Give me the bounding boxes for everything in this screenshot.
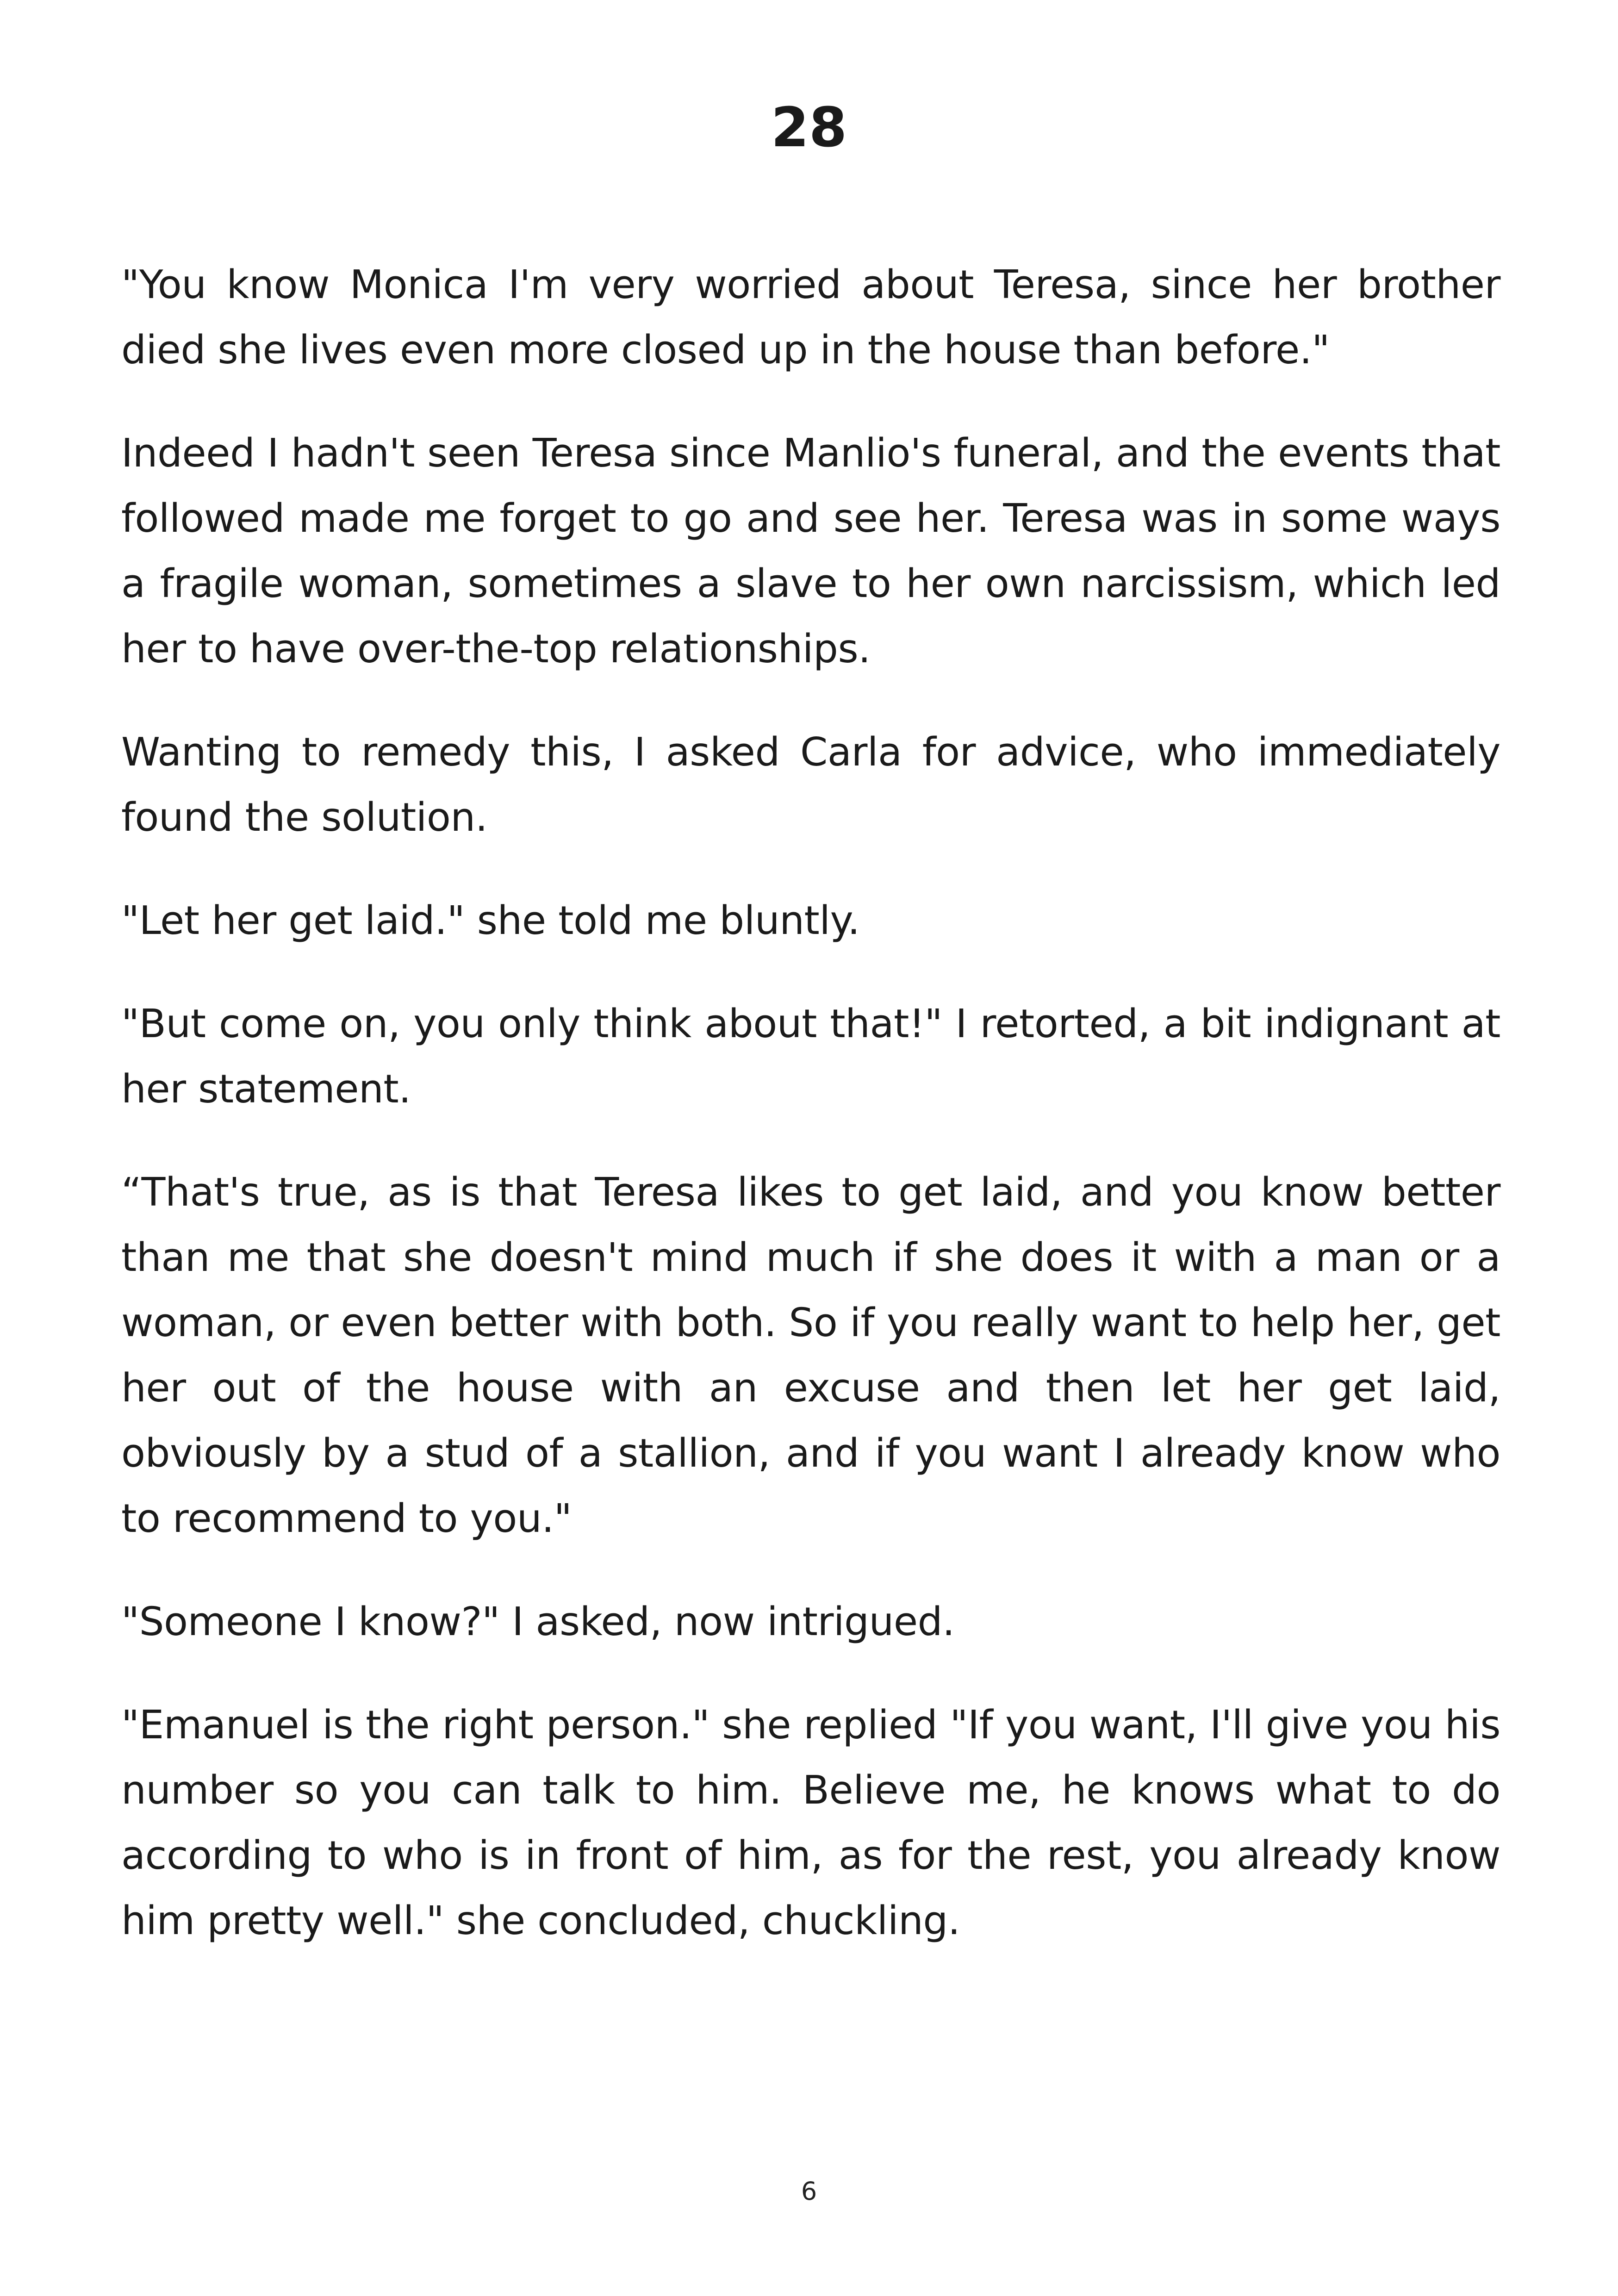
chapter-body bbox=[121, 252, 1500, 1991]
chapter-title: 28 bbox=[771, 95, 847, 159]
paragraph: "Let her get laid." she told me bluntly. bbox=[121, 898, 860, 944]
paragraph: Indeed I hadn't seen Teresa since Manlio's funeral, and the events that followed made me forget to go and see her. Teresa was in some ways a fragile woman, sometimes a slave to her own narcissism, which led her to have over-the-top relationships. bbox=[121, 430, 1500, 672]
page-number: 6 bbox=[801, 2177, 817, 2206]
paragraph: "Someone I know?" I asked, now intrigued. bbox=[121, 1599, 955, 1645]
paragraph: "You know Monica I'm very worried about Teresa, since her brother died she lives even more closed up in the house than before." bbox=[121, 262, 1500, 373]
paragraph: “That's true, as is that Teresa likes to get laid, and you know better than me that she doesn't mind much if she does it with a man or a woman, or even better with both. So if you really want to help her, get her out of the house with an excuse and then let her get laid, obviously by a stud of a stallion, and if you want I already know who to recommend to you." bbox=[121, 1170, 1500, 1542]
paragraph: Wanting to remedy this, I asked Carla for advice, who immediately found the solution. bbox=[121, 729, 1500, 840]
paragraph: "Emanuel is the right person." she replied "If you want, I'll give you his number so you can talk to him. Believe me, he knows what to do according to who is in front of him, as for the rest, you already know him pretty well." she concluded, chuckling. bbox=[121, 1702, 1500, 1944]
paragraph: "But come on, you only think about that!" I retorted, a bit indignant at her statement. bbox=[121, 1001, 1500, 1112]
